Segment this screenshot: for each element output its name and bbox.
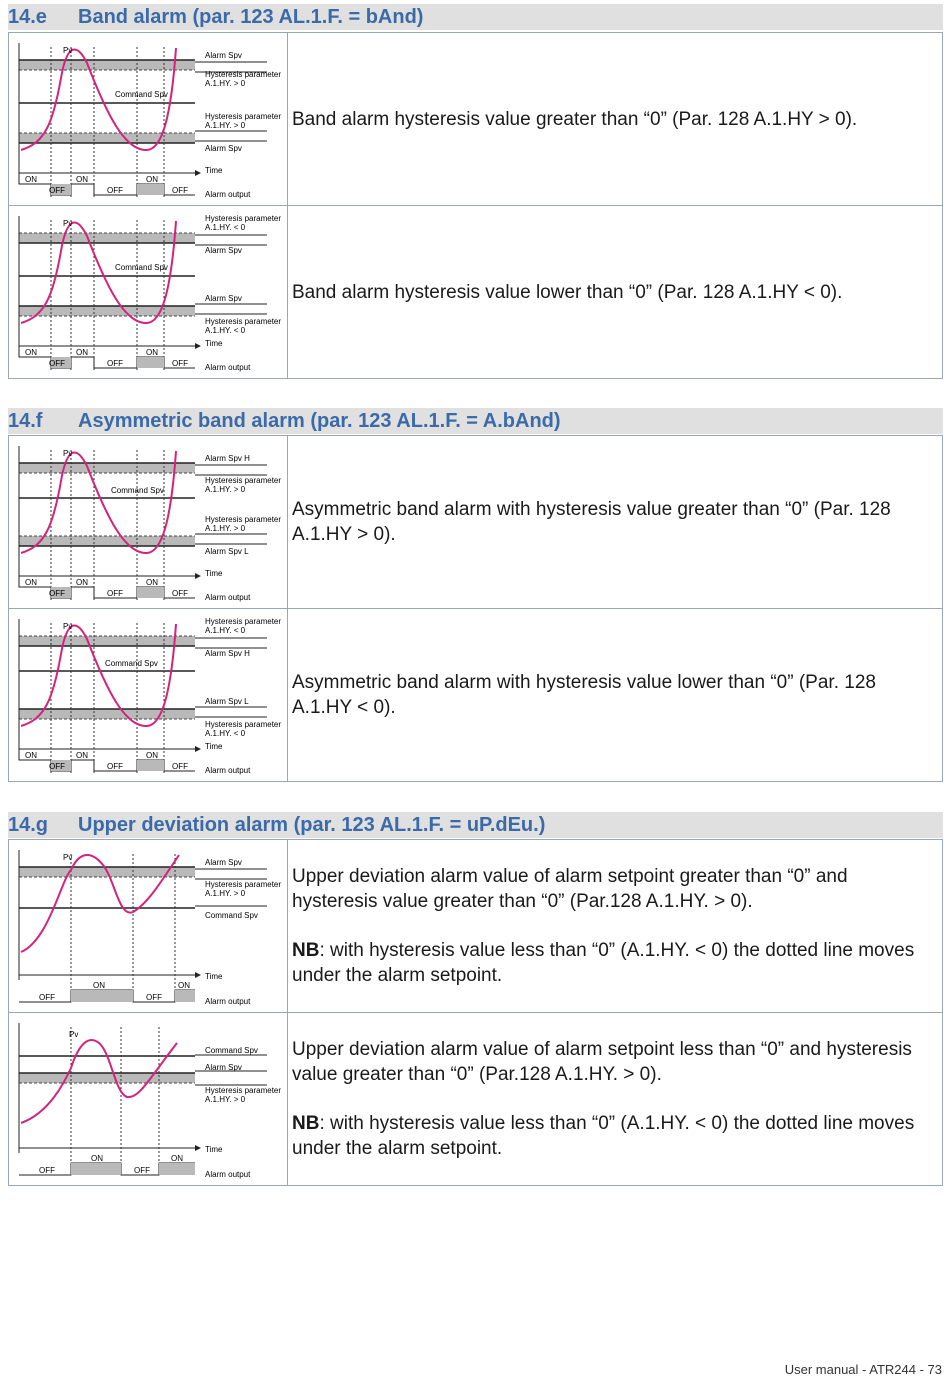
diagram bbox=[9, 609, 288, 781]
nb-text: : with hysteresis value less than “0” (A.1.HY. < 0) the dotted line moves under the alarm setpoint. bbox=[292, 940, 915, 986]
pv-label: Pv bbox=[63, 46, 73, 55]
nb-note bbox=[292, 938, 932, 988]
upper-deviation-diagram bbox=[9, 1013, 287, 1185]
hysteresis-band bbox=[19, 133, 195, 143]
state-label: ON bbox=[25, 175, 37, 184]
row-14f-1 bbox=[8, 435, 943, 609]
asymmetric-band-diagram bbox=[9, 436, 287, 608]
description bbox=[292, 206, 932, 378]
hysteresis-label: Hysteresis parameter bbox=[205, 720, 282, 729]
alarm-spv-h-label: Alarm Spv H bbox=[205, 649, 250, 658]
description-text: Upper deviation alarm value of alarm setpoint less than “0” and hysteresis value greater than “0” (Par.128 A.1.HY. > 0). bbox=[292, 1039, 912, 1085]
hysteresis-value-label: A.1.HY. > 0 bbox=[205, 485, 246, 494]
pv-label: Pv bbox=[63, 219, 73, 228]
band-alarm-diagram bbox=[9, 206, 287, 378]
diagram bbox=[9, 206, 288, 378]
hysteresis-value-label: A.1.HY. < 0 bbox=[205, 326, 246, 335]
description bbox=[292, 840, 932, 1012]
description bbox=[292, 1013, 932, 1185]
page-footer: User manual - ATR244 - 73 bbox=[784, 1362, 942, 1377]
pv-label: Pv bbox=[63, 853, 73, 862]
alarm-spv-label: Alarm Spv bbox=[205, 51, 242, 60]
pv-label: Pv bbox=[69, 1030, 79, 1039]
section-number: 14.f bbox=[8, 410, 43, 432]
diagram bbox=[9, 1013, 288, 1185]
alarm-output-label: Alarm output bbox=[205, 593, 251, 602]
hysteresis-value-label: A.1.HY. > 0 bbox=[205, 889, 246, 898]
command-spv-label: Command Spv bbox=[205, 911, 258, 920]
hysteresis-label: Hysteresis parameter bbox=[205, 515, 282, 524]
state-label: OFF bbox=[146, 993, 162, 1002]
time-label: Time bbox=[205, 742, 223, 751]
hysteresis-label: Hysteresis parameter bbox=[205, 617, 282, 626]
state-label: ON bbox=[93, 981, 105, 990]
time-label: Time bbox=[205, 166, 223, 175]
section-title: Band alarm (par. 123 AL.1.F. = bAnd) bbox=[78, 6, 424, 28]
hysteresis-label: Hysteresis parameter bbox=[205, 317, 282, 326]
description-text: Band alarm hysteresis value greater than “0” (Par. 128 A.1.HY > 0). bbox=[292, 108, 858, 130]
state-label: ON bbox=[146, 348, 158, 357]
state-label: OFF bbox=[134, 1166, 150, 1175]
alarm-spv-label: Alarm Spv bbox=[205, 246, 242, 255]
alarm-output-label: Alarm output bbox=[205, 363, 251, 372]
alarm-output-label: Alarm output bbox=[205, 1170, 251, 1179]
state-label: ON bbox=[91, 1154, 103, 1163]
command-spv-label: Command Spv bbox=[111, 486, 164, 495]
description bbox=[292, 33, 932, 205]
hysteresis-label: Hysteresis parameter bbox=[205, 70, 282, 79]
state-label: OFF bbox=[49, 359, 65, 368]
state-label: ON bbox=[76, 175, 88, 184]
state-label: OFF bbox=[39, 1166, 55, 1175]
hysteresis-value-label: A.1.HY. > 0 bbox=[205, 1095, 246, 1104]
state-label: OFF bbox=[107, 589, 123, 598]
section-header-14f bbox=[8, 408, 943, 434]
hysteresis-label: Hysteresis parameter bbox=[205, 476, 282, 485]
state-label: ON bbox=[76, 751, 88, 760]
section-title: Upper deviation alarm (par. 123 AL.1.F. = uP.dEu.) bbox=[78, 814, 546, 836]
hysteresis-value-label: A.1.HY. > 0 bbox=[205, 79, 246, 88]
alarm-spv-label: Alarm Spv bbox=[205, 1063, 242, 1072]
section-title: Asymmetric band alarm (par. 123 AL.1.F. = A.bAnd) bbox=[78, 410, 561, 432]
command-spv-label: Command Spv bbox=[105, 659, 158, 668]
section-header-14e bbox=[8, 4, 943, 30]
description-text: Upper deviation alarm value of alarm setpoint greater than “0” and hysteresis value greater than “0” (Par.128 A.1.HY. > 0). bbox=[292, 866, 848, 912]
hysteresis-value-label: A.1.HY. < 0 bbox=[205, 223, 246, 232]
alarm-spv-l-label: Alarm Spv L bbox=[205, 697, 249, 706]
description-text: Asymmetric band alarm with hysteresis value greater than “0” (Par. 128 A.1.HY > 0). bbox=[292, 499, 891, 545]
hysteresis-band bbox=[19, 306, 195, 316]
command-spv-label: Command Spv bbox=[115, 90, 168, 99]
time-label: Time bbox=[205, 1145, 223, 1154]
state-label: OFF bbox=[107, 186, 123, 195]
nb-text: : with hysteresis value less than “0” (A.1.HY. < 0) the dotted line moves under the alarm setpoint. bbox=[292, 1113, 915, 1159]
state-label: OFF bbox=[49, 186, 65, 195]
alarm-output-label: Alarm output bbox=[205, 190, 251, 199]
state-label: ON bbox=[146, 751, 158, 760]
state-label: OFF bbox=[172, 359, 188, 368]
section-header-14g bbox=[8, 812, 943, 838]
hysteresis-label: Hysteresis parameter bbox=[205, 112, 282, 121]
alarm-spv-label: Alarm Spv bbox=[205, 144, 242, 153]
hysteresis-value-label: A.1.HY. < 0 bbox=[205, 729, 246, 738]
state-label: OFF bbox=[107, 762, 123, 771]
nb-note bbox=[292, 1111, 932, 1161]
description bbox=[292, 609, 932, 781]
time-label: Time bbox=[205, 972, 223, 981]
state-label: OFF bbox=[172, 186, 188, 195]
hysteresis-band bbox=[19, 60, 195, 70]
description-text: Band alarm hysteresis value lower than “0” (Par. 128 A.1.HY < 0). bbox=[292, 281, 843, 303]
row-14f-2 bbox=[8, 608, 943, 782]
hysteresis-value-label: A.1.HY. < 0 bbox=[205, 626, 246, 635]
hysteresis-label: Hysteresis parameter bbox=[205, 880, 282, 889]
hysteresis-value-label: A.1.HY. > 0 bbox=[205, 121, 246, 130]
hysteresis-label: Hysteresis parameter bbox=[205, 1086, 282, 1095]
time-label: Time bbox=[205, 339, 223, 348]
description-text: Asymmetric band alarm with hysteresis value lower than “0” (Par. 128 A.1.HY < 0). bbox=[292, 672, 876, 718]
band-alarm-diagram bbox=[9, 33, 287, 205]
nb-label: NB bbox=[292, 940, 320, 961]
alarm-spv-label: Alarm Spv bbox=[205, 294, 242, 303]
diagram bbox=[9, 436, 288, 608]
state-label: OFF bbox=[172, 762, 188, 771]
state-label: ON bbox=[25, 578, 37, 587]
pv-label: Pv bbox=[63, 449, 73, 458]
command-spv-label: Command Spv bbox=[115, 263, 168, 272]
hysteresis-band bbox=[19, 233, 195, 243]
state-label: ON bbox=[171, 1154, 183, 1163]
row-14g-1 bbox=[8, 839, 943, 1013]
state-label: ON bbox=[25, 348, 37, 357]
state-label: OFF bbox=[172, 589, 188, 598]
state-label: ON bbox=[25, 751, 37, 760]
diagram bbox=[9, 840, 288, 1012]
row-14e-2 bbox=[8, 205, 943, 379]
pv-label: Pv bbox=[63, 622, 73, 631]
state-label: OFF bbox=[39, 993, 55, 1002]
alarm-spv-l-label: Alarm Spv L bbox=[205, 547, 249, 556]
section-number: 14.e bbox=[8, 6, 47, 28]
alarm-spv-label: Alarm Spv bbox=[205, 858, 242, 867]
hysteresis-value-label: A.1.HY. > 0 bbox=[205, 524, 246, 533]
time-label: Time bbox=[205, 569, 223, 578]
description bbox=[292, 436, 932, 608]
hysteresis-label: Hysteresis parameter bbox=[205, 214, 282, 223]
state-label: ON bbox=[178, 981, 190, 990]
nb-label: NB bbox=[292, 1113, 320, 1134]
section-number: 14.g bbox=[8, 814, 49, 836]
state-label: ON bbox=[146, 578, 158, 587]
command-spv-label: Command Spv bbox=[205, 1046, 258, 1055]
state-label: ON bbox=[76, 578, 88, 587]
state-label: OFF bbox=[49, 762, 65, 771]
alarm-output-label: Alarm output bbox=[205, 997, 251, 1006]
upper-deviation-diagram bbox=[9, 840, 287, 1012]
asymmetric-band-diagram bbox=[9, 609, 287, 781]
alarm-spv-h-label: Alarm Spv H bbox=[205, 454, 250, 463]
state-label: ON bbox=[146, 175, 158, 184]
diagram bbox=[9, 33, 288, 205]
state-label: OFF bbox=[49, 589, 65, 598]
row-14g-2 bbox=[8, 1012, 943, 1186]
row-14e-1 bbox=[8, 32, 943, 206]
state-label: OFF bbox=[107, 359, 123, 368]
alarm-output-label: Alarm output bbox=[205, 766, 251, 775]
state-label: ON bbox=[76, 348, 88, 357]
